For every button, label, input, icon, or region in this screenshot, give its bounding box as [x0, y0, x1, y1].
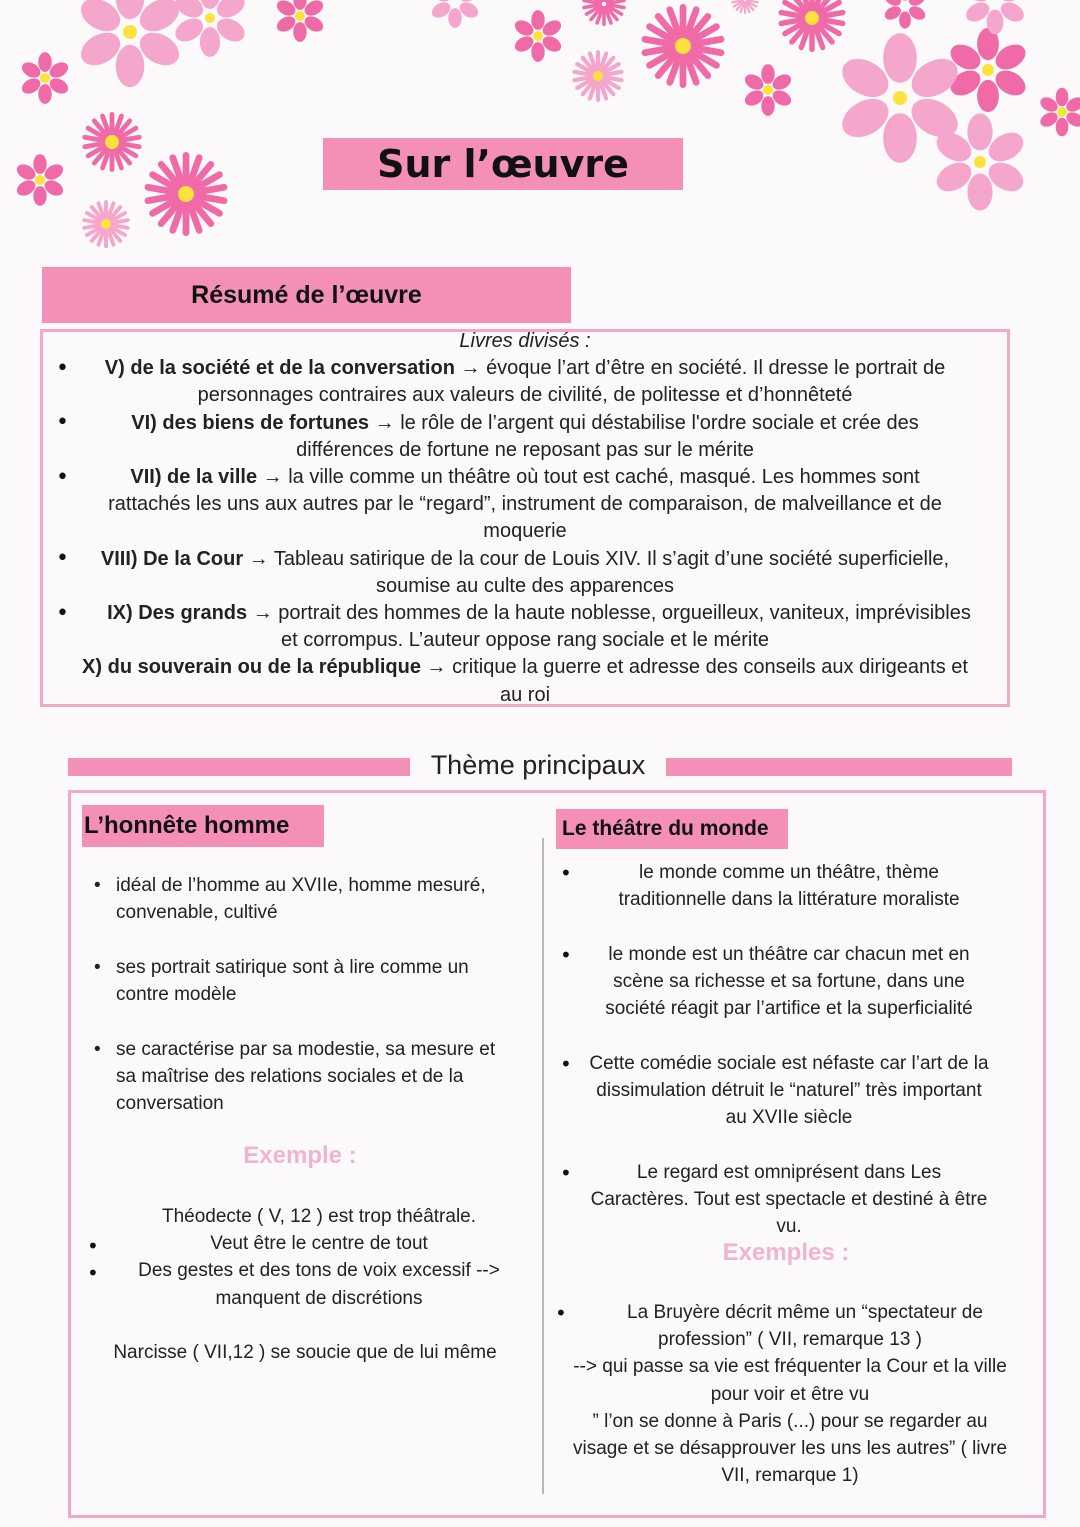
- item-title: IX) Des grands: [107, 602, 248, 625]
- bullet-line: Le regard est omniprésent dans Les: [636, 1162, 942, 1183]
- bullet: •: [560, 861, 572, 885]
- example-line: visage et se désapprouver les uns les autres” ( livre: [572, 1438, 1008, 1460]
- example-line: La Bruyère décrit même un “spectateur de: [627, 1302, 983, 1323]
- right-bullet-1: [574, 859, 1004, 913]
- summary-item-vii-cont: rattachés les uns aux autres par le “regard”, instrument de comparaison, de malveillance et de: [108, 493, 942, 516]
- left-example-2: Narcisse ( VII,12 ) se soucie que de lui même: [113, 1342, 497, 1363]
- right-example-label: Exemples :: [722, 1239, 850, 1266]
- bullet-line: société réagit par l’artifice et la superficialité: [605, 998, 973, 1020]
- bullet: •: [94, 957, 101, 978]
- example-line: pour voir et être vu: [710, 1383, 870, 1405]
- arrow: →: [369, 411, 401, 434]
- item-text: évoque l’art d’être en société. Il dresse le portrait de: [486, 357, 946, 380]
- summary-item-v-cont: personnages contraires aux valeurs de civilité, de politesse et d’honnêteté: [197, 384, 853, 407]
- bullet: •: [56, 410, 69, 435]
- arrow: →: [243, 547, 274, 570]
- example-line: --> qui passe sa vie est fréquenter la Cour et la ville: [573, 1356, 1007, 1378]
- arrow: →: [420, 656, 453, 679]
- themes-title: Thème principaux: [430, 750, 646, 780]
- bullet-line: idéal de l’homme au XVIIe, homme mesuré,: [116, 875, 486, 896]
- left-bullet-3: [94, 1036, 534, 1118]
- bullet: •: [560, 1161, 572, 1185]
- theme-bar-right: [666, 758, 1012, 776]
- summary-item-x-cont: au roi: [499, 683, 551, 706]
- bullet-line: sa maîtrise des relations sociales et de la: [116, 1066, 464, 1088]
- left-example-label: Exemple :: [243, 1142, 357, 1169]
- bullet-line: se caractérise par sa modestie, sa mesure et: [116, 1039, 496, 1060]
- theme-bar-left: [68, 758, 410, 776]
- bullet-line: le monde est un théâtre car chacun met en: [608, 944, 970, 965]
- bullet: •: [94, 1039, 101, 1060]
- summary-item-vii: [40, 464, 1010, 491]
- item-title: VI) des biens de fortunes: [131, 411, 370, 434]
- left-bullet-2: [94, 954, 534, 1008]
- item-text: la ville comme un théâtre où tout est caché, masqué. Les hommes sont: [288, 466, 920, 489]
- item-title: V) de la société et de la conversation: [104, 357, 455, 380]
- summary-item-vi-cont: différences de fortune ne reposant pas sur le mérite: [296, 438, 754, 461]
- summary-list: [40, 328, 1010, 709]
- example-line: VII, remarque 1): [721, 1465, 859, 1487]
- bullet-line: Cette comédie sociale est néfaste car l’art de la: [589, 1053, 989, 1074]
- arrow: →: [454, 357, 487, 380]
- summary-item-vi: [40, 410, 1010, 437]
- bullet: •: [56, 546, 69, 571]
- page-title: Sur l’œuvre: [323, 138, 683, 190]
- bullet: •: [560, 1052, 572, 1076]
- bullet: •: [56, 601, 69, 626]
- bullet-line: contre modèle: [116, 984, 237, 1006]
- item-text: le rôle de l’argent qui déstabilise l'ordre sociale et crée des: [400, 411, 919, 434]
- bullet: •: [94, 875, 101, 896]
- left-bullet-1: [94, 872, 534, 926]
- bullet-line: au XVIIe siècle: [725, 1107, 853, 1129]
- bullet-line: scène sa richesse et sa fortune, dans une: [613, 971, 965, 993]
- summary-header: Résumé de l’œuvre: [42, 267, 571, 323]
- item-text: Tableau satirique de la cour de Louis XIV. Il s’agit d’une société superficielle,: [273, 547, 950, 570]
- flower-decoration: [0, 0, 1080, 260]
- example-line: manquent de discrétions: [215, 1287, 423, 1309]
- bullet-line: ses portrait satirique sont à lire comme un: [116, 957, 469, 978]
- item-title: X) du souverain ou de la république: [82, 656, 421, 679]
- summary-item-v: [40, 355, 1010, 382]
- right-bullet-2: [574, 941, 1004, 1023]
- honnete-homme-header: L’honnête homme: [82, 805, 324, 847]
- bullet-line: Caractères. Tout est spectacle et destiné à être: [590, 1189, 988, 1211]
- right-bullet-4: [574, 1159, 1004, 1241]
- bullet: •: [87, 1234, 99, 1258]
- summary-item-ix-cont: et corrompus. L’auteur oppose rang sociale et le mérite: [280, 629, 770, 652]
- left-example-1: [92, 1203, 546, 1312]
- summary-intro: Livres divisés :: [459, 330, 591, 352]
- example-line: ” l’on se donne à Paris (...) pour se regarder au: [592, 1410, 988, 1432]
- arrow: →: [257, 466, 289, 489]
- item-title: VIII) De la Cour: [100, 547, 244, 570]
- bullet-line: le monde comme un théâtre, thème: [639, 862, 939, 883]
- example-line: Théodecte ( V, 12 ) est trop théâtrale.: [161, 1206, 477, 1227]
- bullet: •: [87, 1261, 99, 1285]
- bullet: •: [56, 356, 69, 381]
- item-title: VII) de la ville: [130, 466, 258, 489]
- bullet: •: [555, 1301, 567, 1325]
- example-line: Veut être le centre de tout: [210, 1233, 428, 1255]
- bullet-line: conversation: [116, 1093, 224, 1115]
- bullet-line: dissimulation détruit le “naturel” très important: [596, 1080, 982, 1102]
- arrow: →: [247, 602, 279, 625]
- bullet-line: traditionnelle dans la littérature moraliste: [618, 889, 960, 911]
- bullet-line: convenable, cultivé: [116, 902, 278, 924]
- summary-item-viii: [40, 546, 1010, 573]
- summary-item-vii-cont2: moquerie: [483, 520, 567, 543]
- example-line: Des gestes et des tons de voix excessif -->: [138, 1260, 500, 1282]
- summary-item-ix: [40, 600, 1010, 627]
- summary-item-x: [40, 654, 1010, 681]
- theatre-du-monde-header: Le théâtre du monde: [556, 809, 788, 849]
- right-example: [546, 1299, 1034, 1489]
- right-bullet-3: [574, 1050, 1004, 1132]
- bullet: •: [56, 465, 69, 490]
- item-text: critique la guerre et adresse des conseils aux dirigeants et: [452, 656, 968, 679]
- bullet-line: vu.: [776, 1216, 802, 1238]
- bullet: •: [560, 943, 572, 967]
- summary-item-viii-cont: soumise au culte des apparences: [376, 574, 674, 597]
- example-line: profession” ( VII, remarque 13 ): [658, 1329, 922, 1351]
- column-divider: [542, 838, 544, 1494]
- item-text: portrait des hommes de la haute noblesse, orgueilleux, vaniteux, imprévisibles: [278, 602, 971, 625]
